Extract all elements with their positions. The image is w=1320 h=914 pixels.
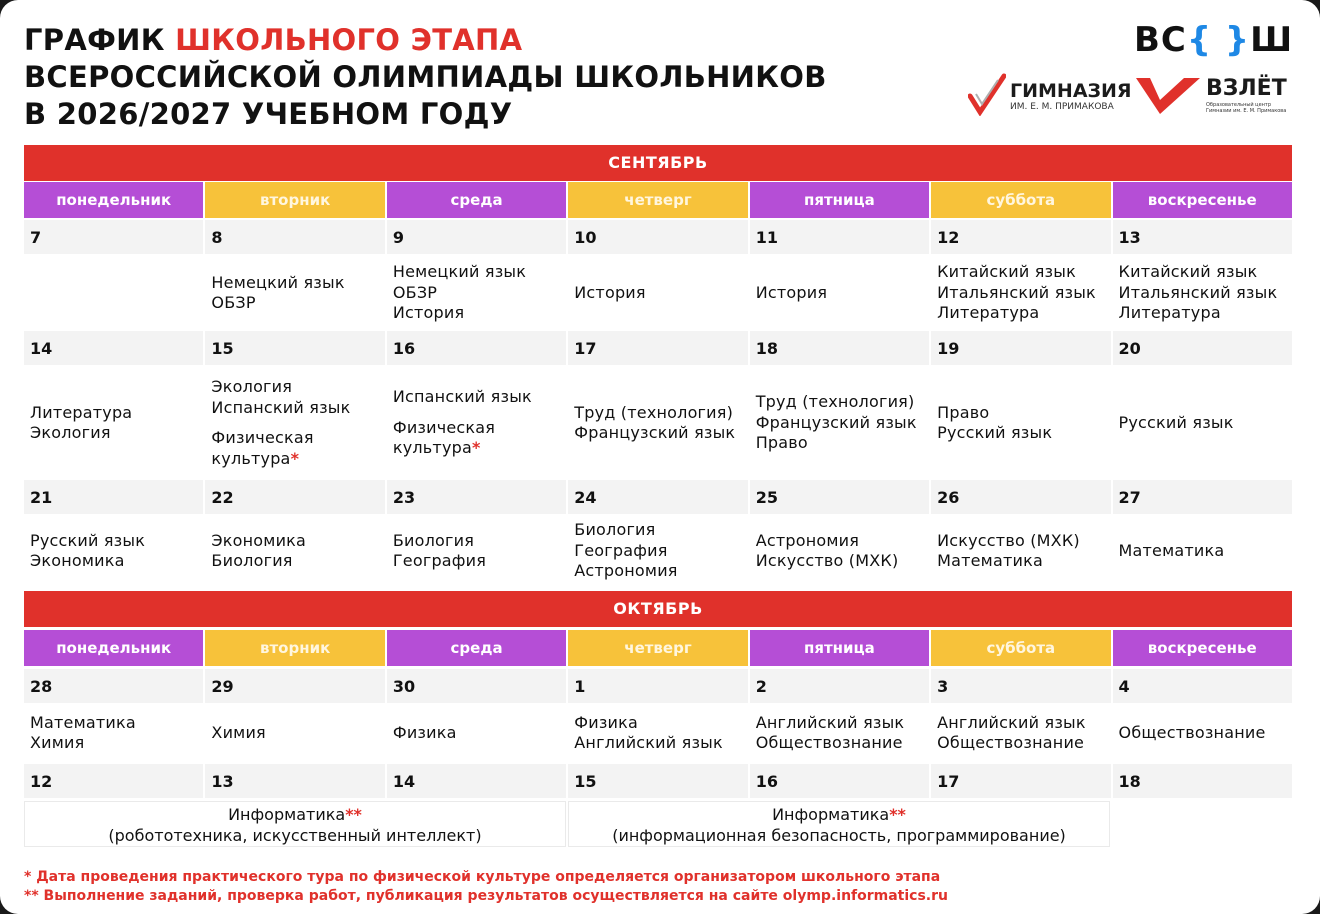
weekday-header: четверг [568, 630, 747, 666]
day-subjects [24, 256, 203, 330]
subjects-row [24, 516, 1292, 586]
title-prefix: ГРАФИК [24, 23, 176, 57]
vsosh-logo-brackets: { } [1186, 20, 1251, 60]
day-subjects [931, 705, 1110, 761]
gymnasium-check-icon [968, 72, 1006, 116]
subject: Русский язык [1118, 412, 1234, 432]
date-number: 28 [24, 669, 203, 703]
date-number: 24 [568, 480, 747, 514]
empty-cell [1112, 801, 1292, 847]
day-subjects [568, 516, 747, 586]
date-row [24, 764, 1292, 798]
date-number: 17 [568, 331, 747, 365]
subject: Русский язык [30, 530, 146, 550]
weekday-header: среда [387, 182, 566, 218]
date-number: 16 [750, 764, 929, 798]
subject-text: культура [211, 448, 291, 468]
weekday-header: суббота [931, 630, 1110, 666]
date-number: 29 [205, 669, 384, 703]
subject: Немецкий язык [211, 272, 345, 292]
subject: Немецкий язык [392, 262, 527, 282]
page-title [24, 22, 827, 133]
date-number: 12 [24, 764, 203, 798]
subject: Биология [211, 551, 293, 570]
informatics-subtitle-1: (робототехника, искусственный интеллект) [108, 826, 482, 845]
date-number: 20 [1113, 331, 1292, 365]
day-subjects [750, 367, 929, 479]
subject: Математика [30, 712, 136, 732]
subject: Французский язык [755, 412, 917, 432]
day-subjects [205, 367, 384, 479]
subject-with-note [393, 438, 566, 459]
subject: Математика [937, 551, 1043, 570]
date-number: 2 [750, 669, 929, 703]
subject: История [574, 282, 646, 302]
subject: Экономика [211, 530, 307, 550]
subject: Экономика [30, 551, 125, 570]
subject: Китайский язык [1118, 262, 1258, 282]
date-row [24, 480, 1292, 514]
subject: Труд (технология) [755, 392, 915, 412]
subject: Физическая [392, 417, 496, 437]
date-number: 17 [931, 764, 1110, 798]
subject: Искусство (МХК) [755, 551, 899, 570]
day-subjects [1113, 516, 1292, 586]
day-subjects [931, 256, 1110, 330]
date-number: 18 [750, 331, 929, 365]
subject: Астрономия [574, 561, 678, 581]
date-number: 8 [205, 220, 384, 254]
subject: Обществознание [937, 733, 1085, 752]
weekday-header-row-october [24, 630, 1292, 666]
day-subjects [568, 705, 747, 761]
informatics-subtitle-2: (информационная безопасность, программирование) [612, 826, 1066, 845]
informatics-block-1 [24, 801, 566, 847]
vzlet-logo-sub [1206, 102, 1286, 114]
date-number: 16 [387, 331, 566, 365]
day-subjects [750, 516, 929, 586]
subject: Итальянский язык [937, 282, 1096, 302]
weekday-header: понедельник [24, 630, 203, 666]
date-number: 3 [931, 669, 1110, 703]
day-subjects [750, 256, 929, 330]
date-number: 26 [931, 480, 1110, 514]
day-subjects [387, 516, 566, 586]
date-number: 19 [931, 331, 1110, 365]
day-subjects [750, 705, 929, 761]
date-number: 7 [24, 220, 203, 254]
day-subjects [24, 367, 203, 479]
subject: Астрономия [755, 530, 860, 550]
date-number: 1 [568, 669, 747, 703]
weekday-header: вторник [205, 630, 384, 666]
day-subjects [931, 367, 1110, 479]
weekday-header: пятница [750, 182, 929, 218]
date-number: 25 [750, 480, 929, 514]
day-subjects [24, 705, 203, 761]
gymnasium-logo-sub: ИМ. Е. М. ПРИМАКОВА [1010, 102, 1114, 112]
vsosh-logo-left: ВС [1134, 20, 1187, 60]
subject: Литература [937, 303, 1040, 323]
day-subjects [24, 516, 203, 586]
subject: Физика [574, 712, 639, 732]
date-number: 22 [205, 480, 384, 514]
informatics-title-text: Информатика [772, 805, 890, 824]
day-subjects [568, 367, 747, 479]
subject: Русский язык [937, 423, 1053, 442]
footnote-star: ** [889, 805, 906, 824]
day-subjects [387, 705, 566, 761]
subject: Биология [392, 530, 475, 550]
subject: ОБЗР [211, 293, 256, 312]
day-subjects [1113, 367, 1292, 479]
date-number: 21 [24, 480, 203, 514]
date-number: 27 [1113, 480, 1292, 514]
date-row [24, 331, 1292, 365]
subject: Химия [30, 733, 85, 752]
subject: Биология [574, 520, 656, 540]
footnote-1: * Дата проведения практического тура по физической культуре определяется организатором школьного этапа [24, 869, 941, 885]
day-subjects [1113, 705, 1292, 761]
weekday-header: понедельник [24, 182, 203, 218]
subject: Английский язык [937, 712, 1086, 732]
informatics-row [24, 801, 1292, 847]
subject: Английский язык [755, 712, 905, 732]
subject-text: культура [392, 438, 472, 458]
informatics-title-text: Информатика [228, 805, 346, 824]
subject: Экология [30, 423, 111, 442]
subject: Право [937, 402, 990, 422]
vzlet-logo-sub-1: Образовательный центр [1206, 102, 1272, 108]
month-header-october: ОКТЯБРЬ [24, 591, 1292, 627]
subject: Труд (технология) [574, 402, 734, 422]
weekday-header: пятница [750, 630, 929, 666]
subject: Английский язык [574, 733, 723, 752]
subject: Литература [1118, 303, 1221, 323]
weekday-header: суббота [931, 182, 1110, 218]
weekday-header: воскресенье [1113, 182, 1292, 218]
day-subjects [205, 516, 384, 586]
subject: ОБЗР [392, 282, 438, 302]
subject: Испанский язык [211, 397, 351, 417]
date-number: 4 [1113, 669, 1292, 703]
date-number: 23 [387, 480, 566, 514]
date-number: 14 [387, 764, 566, 798]
date-number: 15 [205, 331, 384, 365]
weekday-header-row-september [24, 182, 1292, 218]
footnote-2: ** Выполнение заданий, проверка работ, публикация результатов осуществляется на сайте olymp.informatics.ru [24, 888, 948, 904]
subject: Испанский язык [392, 387, 532, 407]
subject: История [755, 282, 828, 302]
weekday-header: четверг [568, 182, 747, 218]
title-line-3: В 2026/2027 УЧЕБНОМ ГОДУ [24, 97, 513, 131]
informatics-title-1 [25, 804, 565, 825]
date-number: 13 [205, 764, 384, 798]
day-subjects [568, 256, 747, 330]
subject: История [392, 303, 465, 323]
title-line-1 [24, 22, 827, 59]
date-number: 15 [568, 764, 747, 798]
day-subjects [205, 256, 384, 330]
date-number: 14 [24, 331, 203, 365]
footnote-star: ** [345, 805, 362, 824]
day-subjects [931, 516, 1110, 586]
subject: Математика [1118, 540, 1225, 560]
date-number: 12 [931, 220, 1110, 254]
subjects-row [24, 256, 1292, 330]
subject: Обществознание [755, 733, 903, 752]
date-number: 13 [1113, 220, 1292, 254]
informatics-block-2 [568, 801, 1110, 847]
date-number: 9 [387, 220, 566, 254]
date-number: 10 [568, 220, 747, 254]
subject: Литература [30, 402, 133, 422]
weekday-header: среда [387, 630, 566, 666]
date-number: 11 [750, 220, 929, 254]
subjects-row [24, 367, 1292, 479]
date-row [24, 220, 1292, 254]
gymnasium-logo-name: ГИМНАЗИЯ [1010, 80, 1132, 102]
date-row [24, 669, 1292, 703]
vzlet-v-icon [1136, 74, 1200, 114]
day-subjects [205, 705, 384, 761]
informatics-title-2 [569, 804, 1109, 825]
footnote-star: * [471, 438, 481, 458]
subject: Физическая [211, 428, 314, 447]
month-header-september: СЕНТЯБРЬ [24, 145, 1292, 181]
title-line-2: ВСЕРОССИЙСКОЙ ОЛИМПИАДЫ ШКОЛЬНИКОВ [24, 60, 827, 94]
subject: Искусство (МХК) [937, 530, 1080, 550]
subject: Французский язык [574, 423, 736, 442]
day-subjects [387, 256, 566, 330]
title-accent: ШКОЛЬНОГО ЭТАПА [175, 23, 523, 57]
footnote-star: * [290, 448, 300, 468]
subject: Итальянский язык [1118, 282, 1278, 302]
subject: Китайский язык [937, 262, 1076, 282]
weekday-header: воскресенье [1113, 630, 1292, 666]
subjects-row [24, 705, 1292, 761]
subject: Право [755, 433, 808, 453]
vsosh-logo [1134, 20, 1293, 60]
subject: Химия [211, 722, 266, 742]
subject: Физика [392, 722, 457, 742]
subject: География [392, 551, 487, 570]
subject-with-note [211, 449, 384, 470]
subject: География [574, 540, 668, 560]
date-number: 30 [387, 669, 566, 703]
vzlet-logo-sub-2: Гимназии им. Е. М. Примакова [1206, 108, 1287, 114]
date-number: 18 [1113, 764, 1292, 798]
subject: Обществознание [1118, 722, 1266, 742]
vzlet-logo-name: ВЗЛЁТ [1206, 76, 1287, 101]
vsosh-logo-right: Ш [1250, 20, 1294, 60]
weekday-header: вторник [205, 182, 384, 218]
day-subjects [1113, 256, 1292, 330]
subject: Экология [211, 377, 293, 396]
day-subjects [387, 367, 566, 479]
